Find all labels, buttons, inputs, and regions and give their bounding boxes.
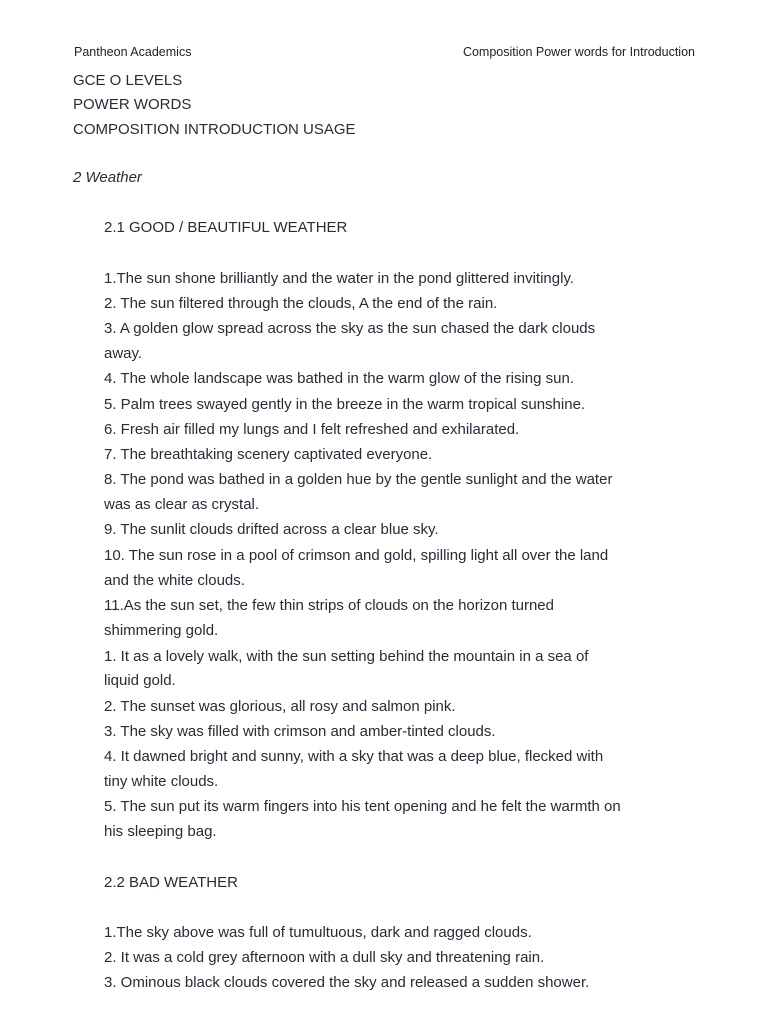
list-line: 1.The sun shone brilliantly and the water in the pond glittered invitingly. [104, 270, 575, 287]
list-line: liquid gold. [104, 672, 176, 689]
list-line: 1.The sky above was full of tumultuous, dark and ragged clouds. [104, 924, 532, 941]
title-line: POWER WORDS [73, 96, 192, 113]
subsection-heading: 2.2 BAD WEATHER [104, 874, 238, 891]
list-line: and the white clouds. [104, 572, 245, 589]
list-line: 3. A golden glow spread across the sky as the sun chased the dark clouds [104, 320, 596, 337]
list-line: shimmering gold. [104, 622, 219, 639]
list-line: tiny white clouds. [104, 773, 219, 790]
list-line: 9. The sunlit clouds drifted across a clear blue sky. [104, 521, 439, 538]
list-line: 3. Ominous black clouds covered the sky and released a sudden shower. [104, 974, 590, 991]
title-line: COMPOSITION INTRODUCTION USAGE [73, 121, 356, 138]
list-line: 6. Fresh air filled my lungs and I felt refreshed and exhilarated. [104, 421, 520, 438]
list-line: 2. It was a cold grey afternoon with a dull sky and threatening rain. [104, 949, 545, 966]
list-line: 7. The breathtaking scenery captivated everyone. [104, 446, 433, 463]
header-left: Pantheon Academics [74, 45, 192, 59]
subsection-heading: 2.1 GOOD / BEAUTIFUL WEATHER [104, 219, 348, 236]
list-line: 4. The whole landscape was bathed in the warm glow of the rising sun. [104, 370, 574, 387]
list-line: 11.As the sun set, the few thin strips of clouds on the horizon turned [104, 597, 554, 614]
list-line: away. [104, 345, 143, 362]
list-line: was as clear as crystal. [104, 496, 260, 513]
list-line: 2. The sun filtered through the clouds, A the end of the rain. [104, 295, 498, 312]
list-line: 8. The pond was bathed in a golden hue by the gentle sunlight and the water [104, 471, 613, 488]
list-line: 3. The sky was filled with crimson and amber-tinted clouds. [104, 723, 496, 740]
header-right: Composition Power words for Introduction [462, 45, 695, 59]
list-line: 5. The sun put its warm fingers into his tent opening and he felt the warmth on [104, 798, 621, 815]
list-line: his sleeping bag. [104, 823, 217, 840]
list-line: 10. The sun rose in a pool of crimson and gold, spilling light all over the land [104, 547, 609, 564]
list-line: 4. It dawned bright and sunny, with a sky that was a deep blue, flecked with [104, 748, 604, 765]
list-line: 5. Palm trees swayed gently in the breeze in the warm tropical sunshine. [104, 396, 586, 413]
title-line: GCE O LEVELS [73, 72, 183, 89]
section-heading: 2 Weather [73, 169, 142, 186]
list-line: 1. It as a lovely walk, with the sun setting behind the mountain in a sea of [104, 648, 589, 665]
list-line: 2. The sunset was glorious, all rosy and salmon pink. [104, 698, 456, 715]
